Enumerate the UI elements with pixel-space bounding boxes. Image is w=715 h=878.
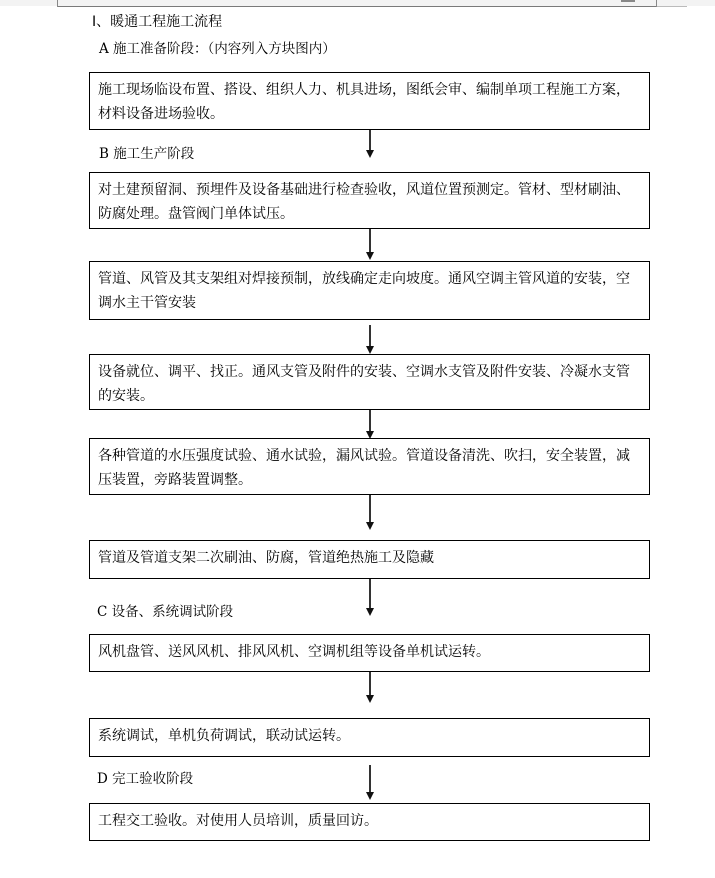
arrow-head-icon [366, 522, 374, 530]
flow-arrow [369, 410, 371, 440]
arrow-head-icon [366, 150, 374, 158]
arrow-head-icon [366, 608, 374, 616]
stage-letter: C [97, 604, 108, 620]
flow-step-box: 施工现场临设布置、搭设、组织人力、机具进场，图纸会审、编制单项工程施工方案，材料设备进场验收。 [89, 72, 650, 130]
section-title: Ⅰ、暖通工程施工流程 [92, 14, 223, 30]
flow-arrow [369, 130, 371, 158]
flow-step-box: 设备就位、调平、找正。通风支管及附件的安装、空调水支管及附件安装、冷凝水支管的安装。 [89, 354, 650, 410]
flow-arrow [369, 765, 371, 801]
flow-arrow [369, 672, 371, 704]
toolbar-fragment [621, 0, 635, 2]
flow-step-box: 工程交工验收。对使用人员培训，质量回访。 [89, 803, 650, 841]
arrow-shaft [369, 579, 371, 609]
stage-letter: B [99, 146, 109, 162]
arrow-shaft [369, 765, 371, 793]
flow-step-box: 管道及管道支架二次刷油、防腐，管道绝热施工及隐藏 [89, 540, 650, 579]
stage-c-label [97, 603, 233, 621]
arrow-head-icon [366, 792, 374, 800]
flow-step-box: 管道、风管及其支架组对焊接预制，放线确定走向坡度。通风空调主管风道的安装，空调水主干管安装 [89, 261, 650, 320]
stage-b-label [99, 145, 194, 163]
flow-arrow [369, 495, 371, 531]
flow-arrow [369, 579, 371, 617]
flow-arrow [369, 325, 371, 355]
flow-step-box: 对土建预留洞、预埋件及设备基础进行检查验收，风道位置预测定。管材、型材刷油、防腐处理。盘管阀门单体试压。 [89, 172, 650, 229]
page-header-rule [657, 6, 687, 7]
flow-arrow [369, 229, 371, 261]
flow-step-box: 风机盘管、送风风机、排风风机、空调机组等设备单机试运转。 [89, 634, 650, 672]
arrow-head-icon [366, 252, 374, 260]
arrow-shaft [369, 325, 371, 347]
stage-a-label [99, 40, 336, 58]
arrow-shaft [369, 672, 371, 696]
stage-text: 完工验收阶段 [112, 771, 194, 787]
page-header-rule [487, 6, 657, 7]
arrow-shaft [369, 495, 371, 523]
arrow-shaft [369, 229, 371, 253]
arrow-head-icon [366, 695, 374, 703]
page-margin-mark [57, 0, 58, 7]
arrow-shaft [369, 130, 371, 151]
stage-text: 设备、系统调试阶段 [111, 604, 234, 620]
page-header-rule [57, 6, 487, 7]
stage-d-label [97, 770, 193, 788]
stage-letter: D [97, 771, 108, 787]
stage-text: 施工准备阶段：（内容列入方块图内） [113, 41, 336, 57]
arrow-head-icon [366, 346, 374, 354]
arrow-shaft [369, 410, 371, 432]
stage-letter: A [99, 41, 109, 57]
flow-step-box: 各种管道的水压强度试验、通水试验，漏风试验。管道设备清洗、吹扫，安全装置，减压装置，旁路装置调整。 [89, 438, 650, 495]
page-margin-mark [656, 0, 657, 7]
stage-text: 施工生产阶段 [113, 146, 195, 162]
flow-step-box: 系统调试，单机负荷调试，联动试运转。 [89, 718, 650, 757]
